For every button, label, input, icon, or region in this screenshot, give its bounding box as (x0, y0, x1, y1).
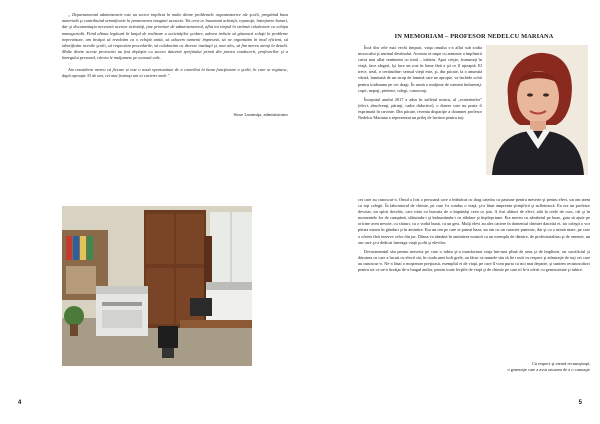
quote-paragraph: „ Departamentul administrativ este un sector implicat în multe dintre problemele organizatorice ale şcolii, pregătind baza materială şi contribuind semnificativ la promovarea imaginii acesteia. Tot ceea ce înseamnă achiziţii, reparaţii, întreţinere bunuri, dar şi documentaţia necesară acestor activităţi, ţine prioritar de administratorul, aflat tot timpul în strânsă colaborare cu echipa managerială. Fiind ultima legătură în lanţul de realizare a activităţilor şcolare, adesea trebuie să găsească soluţii la probleme neprevăzute, am învăţat să rezolvăm ca o echipă unită, să aducem oamenii împreună, să ne organizăm în mod eficient, să identificăm nevoile şcolii, să respectăm procedurile, să colaborăm cu diverse instituţii şi, mai ales, să fim mereu atenţi la detalii. Multe dintre aceste provocări au fost depăşite cu succes datorită sprijinului primit din partea conducerii, profesorilor şi a întregului personal, cărora le mulţumesc pe această cale. (62, 12, 288, 61)
teacher-portrait (486, 45, 588, 175)
quote-paragraph: Am considerat mereu că fiecare zi este o nouă oportunitate de a contribui la buna funcţionare a şcolii, în care se regăsesc, după aproape 33 de ani, cei mai frumoşi ani ai carierei mele." (62, 66, 288, 78)
body-paragraph: cei care au cunoscut-o. Omul a fost o persoană care a îmbrăcat cu drag catedra cu pasiune pentru meserie şi pentru elevi, un om atent cu toţi colegii. În laboratorul de chimie, pe care l-a condus o viaţă, şi-a lăsat amprenta ştiinţifică şi sufletească. Ea era un profesor devotat, un spirit deschis, care trăia cu bucuria de a împărtăşi ceea ce ştia. A fost alături de elevi, atât la orele de curs, cât şi în momentele lor de cumpănă, sfătuindu-i şi îndrumându-i cu răbdare şi înţelepciune. Era mereu cu zâmbetul pe buze, gata să ajute pe oricine avea nevoie, cu sfaturi, cu o vorbă bună, cu un gest. Mulţi elevi au ales cariere în domeniul chimiei datorită ei, iar colegii o vor păstra mereu în gânduri şi în amintire. Era un om pe care te puteai baza, un om cu un caracter puternic, dar şi cu o inimă mare, pe care o oferea fără rezerve celor din jur. Dânsa va rămâne în amintirea noastră ca un exemplu de dăruire, de profesionalism şi de omenie, un om care şi-a dedicat întreaga viaţă şcolii şi elevilor. (358, 197, 590, 245)
closing-line: Cu respect şi eternă recunoştinţă, (531, 361, 590, 366)
intro-text (358, 45, 482, 124)
article-title: IN MEMORIAM – PROFESOR NEDELCU MARIANA (394, 33, 554, 40)
office-photo (62, 206, 252, 366)
article-body (358, 197, 590, 276)
closing-signature (358, 361, 590, 374)
page-number: 4 (18, 400, 22, 406)
intro-paragraph: Începutul anului 2017 a adus în sufletul nostru, al „ecaterinelor" (elevi, absolvenţi, părinţi, cadre didactice), o durere care nu poate fi exprimată în cuvinte. Din păcate, recenta dispariţie a doamnei profesor Nedelcu Mariana a reprezentat un prilej de lacrimi pentru toţi (358, 96, 482, 121)
administrator-quote (62, 12, 288, 84)
page-number: 5 (578, 400, 582, 406)
intro-paragraph: Încă din cele mai vechi timpuri, viaţa omului s-a aflat sub zodia morocului şi seninul destinului. Aceasta se naşte cu armonie a împlinirii cuiva mai aflat sentiment cu totul – iubirea. Apoi creşte, frumuseţi în viaţă, face alegeri, îşi face un rost în lume fără a şti ce îl aşteaptă. El trece, ireal, o certitudine: sensul vieţii este, şi, din păcate, la o anumită vârstă, luminată de un strop de lumină care ne apropie, va închide ochii pentru totdeauna pe cei dragi. În urmă o mulţime de oameni îndureraţi: copii, nepoţi, prieteni, colegi, cunoscuţi. (358, 45, 482, 93)
body-paragraph: Devotamentul său pentru meseria pe care o iubea şi-a transformat viaţa într-una plină de sens şi de împliniri, iar sacrificiul şi dăruirea cu care a lucrat cu elevii săi, în ciuda unei boli grele, au făcut ca numele său să fie rostit cu respect şi admiraţie de toţi cei care au cunoscut-o. Ne-a lăsat o moştenire preţioasă, exemplul ei de viaţă, pe care îl vom purta cu noi mai departe, şi suntem recunoscători pentru tot ce ne-a învăţat de-a lungul anilor, pentru toate lecţiile de viaţă şi de chimie pe care ni le-a oferit cu generozitate şi iubire. (358, 248, 590, 273)
right-page (300, 0, 600, 424)
closing-line: o generaţie care a avut onoarea de a o cunoaşte (507, 367, 590, 373)
quote-signature: Stroe Luminiţa, administrator (233, 112, 288, 117)
